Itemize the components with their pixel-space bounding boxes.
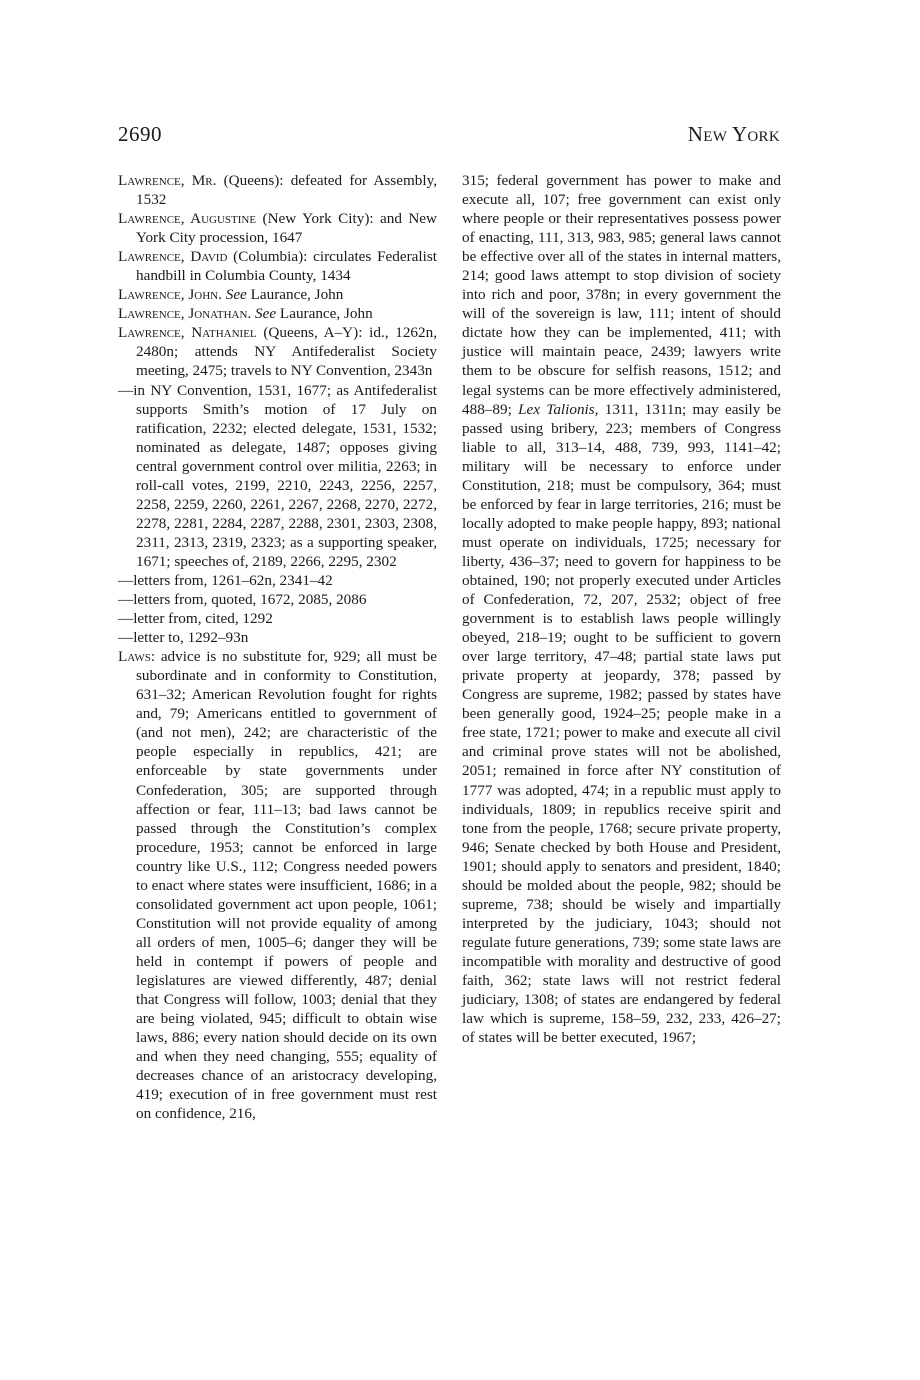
- left-column: [118, 171, 437, 1123]
- index-entry: [118, 304, 437, 323]
- right-column: [462, 171, 781, 1047]
- index-subentry: [118, 609, 437, 628]
- index-entry: [118, 323, 437, 380]
- index-entry: [118, 247, 437, 285]
- entry-text: —letters from, quoted, 1672, 2085, 2086: [118, 591, 367, 609]
- entry-continuation: [462, 171, 781, 1047]
- entry-heading: Lawrence, Augustine: [118, 210, 257, 228]
- index-subentry: [118, 381, 437, 571]
- continuation-text-1: 315; federal government has power to make and execute all, 107; free government can exist only where people or their representatives possess power of enacting, 111, 313, 983, 985; general laws cannot be effective over all of the states in internal matters, 214; good laws attempt to stop division of society into rich and poor, 378n; in every government the will of the sovereign is law, 111; intent of should dictate how they can be implemented, 411; with justice will maintain peace, 2439; lawyers write them to be obscure for selfish reasons, 1512; and legal systems can be more effectively administered, 488–89;: [462, 172, 781, 418]
- entry-text: (Columbia): circulates Federalist handbill in Columbia County, 1434: [136, 248, 437, 285]
- entry-text: : advice is no substitute for, 929; all must be subordinate and in conformity to Constitution, 631–32; American Revolution fought for rights and, 79; Americans entitled to government of (and not men), 242; are characteristic of the people especially in republics, 421; are enforceable by state governments under Confederation, 305; are supported through affection or fear, 111–13; bad laws cannot be passed through the Constitution’s complex procedure, 1953; cannot be enforced in large country like U.S., 112; Congress needed powers to enact where states were insufficient, 1686; in a consolidated government act upon people, 1061; Constitution will not provide equality of among all orders of men, 1005–6; danger they will be held in contempt if powers of people and legislatures are viewed differently, 487; denial that Congress will follow, 1003; denial that they are being violated, 945; difficult to obtain wise laws, 886; every nation should decide on its own and when they need changing, 555; equality of decreases chance of an aristocracy developing, 419; execution of in free government must rest on confidence, 216,: [136, 648, 437, 1123]
- page-number: 2690: [118, 122, 162, 146]
- entry-text: (New York City): and New York City procession, 1647: [136, 210, 437, 247]
- entry-heading: Lawrence, Nathaniel: [118, 324, 257, 342]
- index-entry: [118, 285, 437, 304]
- entry-heading: Lawrence, John.: [118, 286, 222, 304]
- italic-term: Lex Talionis,: [518, 400, 599, 418]
- entry-text: Laurance, John: [246, 286, 344, 304]
- continuation-text-2: 1311, 1311n; may easily be passed using bribery, 223; members of Congress liable to all, 313–14, 488, 739, 993, 1141–42; military will be necessary to enforce under Constitution, 218; must be compulsory, 364; must be enforced by fear in large territories, 216; must be locally adopted to make people happy, 893; national must operate on individuals, 1725; necessary for liberty, 436–37; need to govern for happiness to be obtained, 190; not properly executed under Articles of Confederation, 72, 207, 2532; object of free government is to establish laws people willingly obeyed, 218–19; ought to be sufficient to govern over large territory, 47–48; partial state laws put private property at jeopardy, 378; passed by Congress are supreme, 1982; passed by states have been generally good, 1924–25; people make in a free state, 1721; power to make and execute all civil and criminal prove states will not be abolished, 2051; remained in force after NY constitution of 1777 was adopted, 474; in a republic must apply to individuals, 1809; in republics receive spirit and tone from the people, 1768; secure private property, 946; Senate checked by both House and President, 1901; should apply to senators and president, 1840; should be molded about the people, 982; should be supreme, 738; should be wisely and impartially interpreted by the judiciary, 1043; should not regulate future generations, 739; some state laws are incompatible with morality and destructive of good faith, 362; state laws will not restrict federal judiciary, 1308; of states are endangered by federal law which is supreme, 158–59, 232, 233, 426–27; of states will be better executed, 1967;: [462, 400, 781, 1047]
- running-head: New York: [687, 122, 780, 146]
- entry-heading: Laws: [118, 648, 151, 666]
- entry-text: (Queens, A–Y): id., 1262n, 2480n; attends NY Antifederalist Society meeting, 2475; travels to NY Convention, 2343n: [136, 324, 438, 380]
- index-subentry: [118, 628, 437, 647]
- entry-text: —letter to, 1292–93n: [118, 629, 249, 647]
- entry-heading: Lawrence, David: [118, 248, 228, 266]
- index-entry: [118, 647, 437, 1123]
- entry-text: Laurance, John: [276, 305, 373, 323]
- entry-heading: Lawrence, Jonathan.: [118, 305, 252, 323]
- entry-text: —in NY Convention, 1531, 1677; as Antifederalist supports Smith’s motion of 17 July on ratification, 2232; elected delegate, 1531, 1532; nominated as delegate, 1487; opposes giving central government control over militia, 2263; in roll-call votes, 2199, 2210, 2243, 2256, 2257, 2258, 2259, 2260, 2261, 2267, 2268, 2270, 2272, 2278, 2281, 2284, 2287, 2288, 2301, 2303, 2308, 2311, 2313, 2319, 2323; as a supporting speaker, 1671; speeches of, 2189, 2266, 2295, 2302: [118, 381, 437, 570]
- entry-text: —letters from, 1261–62n, 2341–42: [118, 571, 333, 589]
- entry-text: (Queens): defeated for Assembly, 1532: [136, 172, 437, 209]
- index-subentry: [118, 590, 437, 609]
- entry-text: —letter from, cited, 1292: [118, 610, 273, 628]
- index-subentry: [118, 571, 437, 590]
- index-entry: [118, 209, 437, 247]
- see-reference: See: [255, 305, 277, 323]
- page-header: [118, 122, 780, 152]
- index-entry: [118, 171, 437, 209]
- entry-heading: Lawrence, Mr.: [118, 172, 217, 189]
- see-reference: See: [225, 286, 247, 304]
